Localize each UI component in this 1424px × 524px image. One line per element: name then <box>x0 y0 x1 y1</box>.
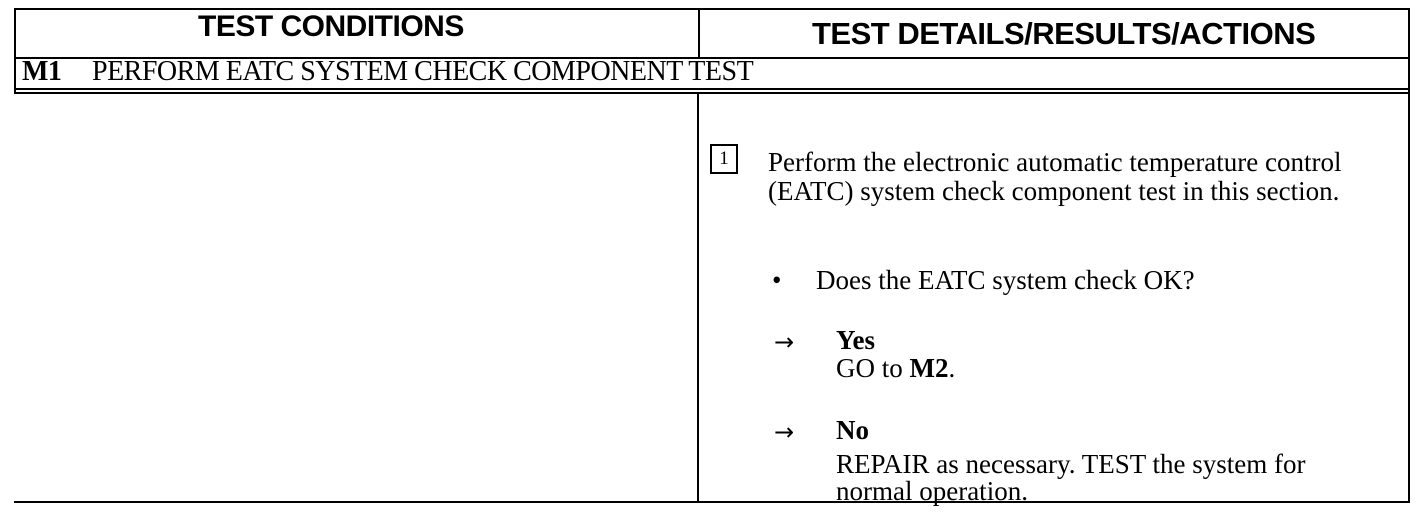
question-text: Does the EATC system check OK? <box>816 265 1195 295</box>
step-number-box: 1 <box>710 144 738 174</box>
yes-action-target: M2 <box>909 353 949 383</box>
no-arrow-icon: → <box>774 418 795 446</box>
yes-action <box>836 355 955 382</box>
step-id: M1 <box>22 56 62 87</box>
step-row-bottom-border-2 <box>14 92 1410 94</box>
step-title-row <box>22 56 753 88</box>
bullet-icon: • <box>772 265 782 295</box>
step-row-bottom-border-1 <box>14 88 1410 90</box>
body-column-divider <box>697 92 699 502</box>
yes-label: Yes <box>836 325 875 355</box>
instruction-text: Perform the electronic automatic temperature control (EATC) system check component test in this section. <box>768 147 1342 206</box>
header-test-conditions: TEST CONDITIONS <box>198 10 464 43</box>
no-action-line1: REPAIR as necessary. TEST the system for <box>836 449 1306 479</box>
table-right-border <box>1408 8 1410 502</box>
table-left-border <box>14 8 16 92</box>
yes-action-suffix: . <box>948 353 956 383</box>
header-test-details: TEST DETAILS/RESULTS/ACTIONS <box>812 16 1316 51</box>
yes-arrow-icon: → <box>774 328 795 356</box>
yes-action-prefix: GO to <box>836 353 910 383</box>
no-label: No <box>836 415 869 445</box>
no-action <box>836 451 1305 505</box>
step-title: PERFORM EATC SYSTEM CHECK COMPONENT TEST <box>92 56 754 87</box>
header-column-divider <box>698 8 700 58</box>
no-action-line2: normal operation. <box>836 476 1028 506</box>
